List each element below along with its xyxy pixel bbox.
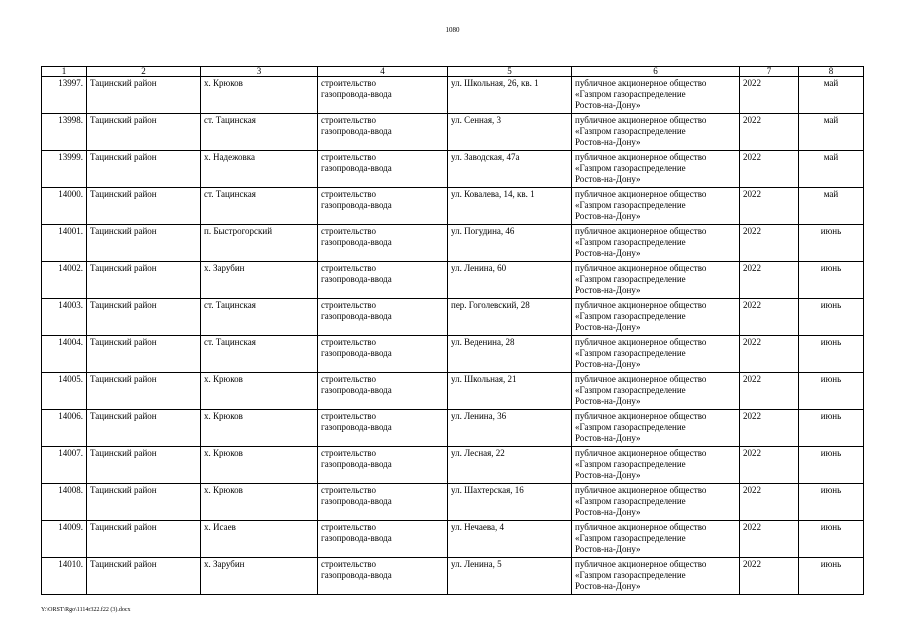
address-cell bbox=[448, 188, 572, 225]
address-cell-line: ул. Ленина, 36 bbox=[451, 411, 507, 421]
month-cell-line: июнь bbox=[820, 411, 842, 421]
address-cell bbox=[448, 299, 572, 336]
organization-cell-line: Ростов-на-Дону» bbox=[575, 174, 641, 184]
organization-cell bbox=[572, 262, 740, 299]
organization-cell bbox=[572, 447, 740, 484]
district-cell bbox=[87, 114, 201, 151]
address-cell-line: ул. Погудина, 46 bbox=[451, 226, 515, 236]
column-header: 6 bbox=[572, 67, 740, 77]
organization-cell-line: «Газпром газораспределение bbox=[575, 274, 686, 284]
address-cell-line: ул. Лесная, 22 bbox=[451, 448, 505, 458]
locality-cell-line: х. Крюков bbox=[204, 485, 243, 495]
address-cell-line: ул. Ковалева, 14, кв. 1 bbox=[451, 189, 535, 199]
row-number-cell-line: 14006. bbox=[58, 411, 83, 421]
row-number-cell-line: 13997. bbox=[58, 78, 83, 88]
work-type-cell-line: газопровода-ввода bbox=[321, 348, 392, 358]
organization-cell-line: «Газпром газораспределение bbox=[575, 385, 686, 395]
locality-cell-line: х. Крюков bbox=[204, 78, 243, 88]
row-number-cell-line: 14000. bbox=[58, 189, 83, 199]
year-cell-line: 2022 bbox=[743, 374, 761, 384]
work-type-cell bbox=[318, 188, 448, 225]
organization-cell-line: Ростов-на-Дону» bbox=[575, 470, 641, 480]
locality-cell-line: ст. Тацинская bbox=[204, 115, 256, 125]
row-number-cell bbox=[42, 262, 87, 299]
work-type-cell-line: строительство bbox=[321, 485, 376, 495]
row-number-cell bbox=[42, 558, 87, 595]
organization-cell-line: Ростов-на-Дону» bbox=[575, 285, 641, 295]
month-cell-line: июнь bbox=[820, 559, 842, 569]
organization-cell-line: публичное акционерное общество bbox=[575, 115, 707, 125]
district-cell bbox=[87, 558, 201, 595]
row-number-cell-line: 14010. bbox=[58, 559, 83, 569]
month-cell-line: май bbox=[823, 78, 839, 88]
address-cell-line: ул. Ленина, 60 bbox=[451, 263, 507, 273]
organization-cell-line: «Газпром газораспределение bbox=[575, 89, 686, 99]
organization-cell bbox=[572, 373, 740, 410]
column-header: 3 bbox=[201, 67, 318, 77]
address-cell bbox=[448, 373, 572, 410]
work-type-cell-line: строительство bbox=[321, 263, 376, 273]
address-cell bbox=[448, 558, 572, 595]
work-type-cell-line: строительство bbox=[321, 559, 376, 569]
year-cell-line: 2022 bbox=[743, 226, 761, 236]
work-type-cell-line: строительство bbox=[321, 300, 376, 310]
row-number-cell bbox=[42, 77, 87, 114]
address-cell-line: ул. Сенная, 3 bbox=[451, 115, 501, 125]
month-cell-line: июнь bbox=[820, 522, 842, 532]
row-number-cell bbox=[42, 225, 87, 262]
month-cell bbox=[799, 373, 864, 410]
table-row bbox=[42, 188, 864, 225]
organization-cell-line: публичное акционерное общество bbox=[575, 522, 707, 532]
address-cell-line: ул. Веденина, 28 bbox=[451, 337, 515, 347]
district-cell-line: Тацинский район bbox=[90, 152, 157, 162]
table-row bbox=[42, 447, 864, 484]
district-cell-line: Тацинский район bbox=[90, 189, 157, 199]
organization-cell-line: Ростов-на-Дону» bbox=[575, 433, 641, 443]
organization-cell-line: публичное акционерное общество bbox=[575, 374, 707, 384]
table-row bbox=[42, 521, 864, 558]
work-type-cell-line: строительство bbox=[321, 448, 376, 458]
year-cell bbox=[740, 373, 799, 410]
organization-cell-line: публичное акционерное общество bbox=[575, 448, 707, 458]
organization-cell-line: Ростов-на-Дону» bbox=[575, 359, 641, 369]
district-cell-line: Тацинский район bbox=[90, 226, 157, 236]
row-number-cell bbox=[42, 151, 87, 188]
registry-table bbox=[41, 66, 864, 595]
organization-cell-line: «Газпром газораспределение bbox=[575, 422, 686, 432]
locality-cell bbox=[201, 114, 318, 151]
work-type-cell bbox=[318, 447, 448, 484]
address-cell-line: пер. Гоголевский, 28 bbox=[451, 300, 530, 310]
row-number-cell-line: 14001. bbox=[58, 226, 83, 236]
work-type-cell-line: строительство bbox=[321, 226, 376, 236]
month-cell-line: май bbox=[823, 152, 839, 162]
organization-cell-line: публичное акционерное общество bbox=[575, 337, 707, 347]
locality-cell-line: х. Крюков bbox=[204, 374, 243, 384]
table-row bbox=[42, 262, 864, 299]
row-number-cell bbox=[42, 188, 87, 225]
table-row bbox=[42, 114, 864, 151]
table-row bbox=[42, 558, 864, 595]
address-cell bbox=[448, 521, 572, 558]
district-cell bbox=[87, 447, 201, 484]
month-cell-line: июнь bbox=[820, 300, 842, 310]
organization-cell-line: публичное акционерное общество bbox=[575, 189, 707, 199]
work-type-cell-line: газопровода-ввода bbox=[321, 311, 392, 321]
row-number-cell bbox=[42, 114, 87, 151]
organization-cell-line: публичное акционерное общество bbox=[575, 485, 707, 495]
address-cell bbox=[448, 225, 572, 262]
work-type-cell-line: строительство bbox=[321, 78, 376, 88]
district-cell bbox=[87, 299, 201, 336]
work-type-cell-line: строительство bbox=[321, 152, 376, 162]
work-type-cell bbox=[318, 114, 448, 151]
month-cell bbox=[799, 225, 864, 262]
district-cell-line: Тацинский район bbox=[90, 337, 157, 347]
year-cell-line: 2022 bbox=[743, 485, 761, 495]
organization-cell bbox=[572, 77, 740, 114]
district-cell bbox=[87, 225, 201, 262]
work-type-cell-line: газопровода-ввода bbox=[321, 570, 392, 580]
work-type-cell-line: газопровода-ввода bbox=[321, 89, 392, 99]
address-cell bbox=[448, 410, 572, 447]
row-number-cell-line: 14002. bbox=[58, 263, 83, 273]
organization-cell bbox=[572, 410, 740, 447]
organization-cell bbox=[572, 114, 740, 151]
locality-cell-line: х. Крюков bbox=[204, 448, 243, 458]
locality-cell bbox=[201, 410, 318, 447]
organization-cell-line: публичное акционерное общество bbox=[575, 300, 707, 310]
column-header: 2 bbox=[87, 67, 201, 77]
work-type-cell bbox=[318, 225, 448, 262]
work-type-cell-line: строительство bbox=[321, 522, 376, 532]
table-row bbox=[42, 373, 864, 410]
year-cell bbox=[740, 299, 799, 336]
district-cell bbox=[87, 521, 201, 558]
month-cell-line: июнь bbox=[820, 337, 842, 347]
locality-cell-line: ст. Тацинская bbox=[204, 189, 256, 199]
row-number-cell bbox=[42, 299, 87, 336]
district-cell-line: Тацинский район bbox=[90, 263, 157, 273]
month-cell-line: май bbox=[823, 189, 839, 199]
year-cell-line: 2022 bbox=[743, 78, 761, 88]
work-type-cell-line: газопровода-ввода bbox=[321, 422, 392, 432]
row-number-cell-line: 14003. bbox=[58, 300, 83, 310]
month-cell bbox=[799, 558, 864, 595]
organization-cell-line: «Газпром газораспределение bbox=[575, 533, 686, 543]
district-cell-line: Тацинский район bbox=[90, 411, 157, 421]
organization-cell bbox=[572, 188, 740, 225]
locality-cell bbox=[201, 484, 318, 521]
district-cell-line: Тацинский район bbox=[90, 448, 157, 458]
organization-cell-line: Ростов-на-Дону» bbox=[575, 100, 641, 110]
month-cell-line: июнь bbox=[820, 485, 842, 495]
district-cell-line: Тацинский район bbox=[90, 522, 157, 532]
address-cell bbox=[448, 447, 572, 484]
organization-cell-line: Ростов-на-Дону» bbox=[575, 544, 641, 554]
organization-cell bbox=[572, 225, 740, 262]
row-number-cell bbox=[42, 484, 87, 521]
year-cell-line: 2022 bbox=[743, 559, 761, 569]
year-cell bbox=[740, 484, 799, 521]
district-cell bbox=[87, 373, 201, 410]
work-type-cell-line: газопровода-ввода bbox=[321, 237, 392, 247]
district-cell-line: Тацинский район bbox=[90, 559, 157, 569]
work-type-cell-line: газопровода-ввода bbox=[321, 533, 392, 543]
file-path-footer: Y:\ORST\Rgo\1114r322.f22 (3).docx bbox=[41, 607, 131, 613]
organization-cell-line: публичное акционерное общество bbox=[575, 152, 707, 162]
work-type-cell bbox=[318, 151, 448, 188]
address-cell bbox=[448, 77, 572, 114]
locality-cell bbox=[201, 262, 318, 299]
organization-cell-line: «Газпром газораспределение bbox=[575, 311, 686, 321]
work-type-cell bbox=[318, 77, 448, 114]
year-cell-line: 2022 bbox=[743, 152, 761, 162]
work-type-cell bbox=[318, 373, 448, 410]
organization-cell-line: публичное акционерное общество bbox=[575, 559, 707, 569]
organization-cell-line: «Газпром газораспределение bbox=[575, 348, 686, 358]
locality-cell bbox=[201, 521, 318, 558]
month-cell-line: июнь bbox=[820, 374, 842, 384]
work-type-cell-line: газопровода-ввода bbox=[321, 496, 392, 506]
organization-cell-line: Ростов-на-Дону» bbox=[575, 211, 641, 221]
row-number-cell-line: 14009. bbox=[58, 522, 83, 532]
organization-cell-line: «Газпром газораспределение bbox=[575, 570, 686, 580]
address-cell bbox=[448, 114, 572, 151]
organization-cell-line: Ростов-на-Дону» bbox=[575, 396, 641, 406]
row-number-cell bbox=[42, 521, 87, 558]
month-cell bbox=[799, 484, 864, 521]
locality-cell bbox=[201, 151, 318, 188]
month-cell bbox=[799, 262, 864, 299]
district-cell bbox=[87, 484, 201, 521]
year-cell bbox=[740, 262, 799, 299]
locality-cell-line: ст. Тацинская bbox=[204, 337, 256, 347]
district-cell bbox=[87, 77, 201, 114]
address-cell bbox=[448, 151, 572, 188]
organization-cell-line: Ростов-на-Дону» bbox=[575, 507, 641, 517]
row-number-cell-line: 13998. bbox=[58, 115, 83, 125]
row-number-cell-line: 14007. bbox=[58, 448, 83, 458]
table-row bbox=[42, 410, 864, 447]
year-cell-line: 2022 bbox=[743, 189, 761, 199]
month-cell-line: май bbox=[823, 115, 839, 125]
row-number-cell bbox=[42, 447, 87, 484]
locality-cell bbox=[201, 373, 318, 410]
work-type-cell bbox=[318, 262, 448, 299]
district-cell bbox=[87, 336, 201, 373]
address-cell-line: ул. Шахтерская, 16 bbox=[451, 485, 524, 495]
month-cell bbox=[799, 336, 864, 373]
column-number-row bbox=[42, 67, 864, 77]
table-row bbox=[42, 151, 864, 188]
organization-cell-line: «Газпром газораспределение bbox=[575, 163, 686, 173]
table-row bbox=[42, 225, 864, 262]
work-type-cell-line: строительство bbox=[321, 337, 376, 347]
work-type-cell bbox=[318, 558, 448, 595]
locality-cell-line: х. Надежовка bbox=[204, 152, 256, 162]
month-cell-line: июнь bbox=[820, 448, 842, 458]
address-cell bbox=[448, 262, 572, 299]
year-cell bbox=[740, 558, 799, 595]
table-row bbox=[42, 484, 864, 521]
year-cell bbox=[740, 521, 799, 558]
organization-cell-line: публичное акционерное общество bbox=[575, 78, 707, 88]
organization-cell bbox=[572, 151, 740, 188]
district-cell-line: Тацинский район bbox=[90, 78, 157, 88]
organization-cell-line: публичное акционерное общество bbox=[575, 411, 707, 421]
district-cell-line: Тацинский район bbox=[90, 115, 157, 125]
organization-cell-line: Ростов-на-Дону» bbox=[575, 322, 641, 332]
row-number-cell bbox=[42, 410, 87, 447]
organization-cell bbox=[572, 558, 740, 595]
work-type-cell-line: газопровода-ввода bbox=[321, 200, 392, 210]
row-number-cell bbox=[42, 336, 87, 373]
column-header: 8 bbox=[799, 67, 864, 77]
organization-cell-line: «Газпром газораспределение bbox=[575, 237, 686, 247]
work-type-cell bbox=[318, 521, 448, 558]
work-type-cell-line: газопровода-ввода bbox=[321, 274, 392, 284]
year-cell-line: 2022 bbox=[743, 522, 761, 532]
address-cell-line: ул. Школьная, 26, кв. 1 bbox=[451, 78, 539, 88]
page-number: 1080 bbox=[445, 26, 460, 34]
column-header: 4 bbox=[318, 67, 448, 77]
year-cell-line: 2022 bbox=[743, 263, 761, 273]
month-cell bbox=[799, 114, 864, 151]
locality-cell bbox=[201, 336, 318, 373]
year-cell-line: 2022 bbox=[743, 411, 761, 421]
district-cell-line: Тацинский район bbox=[90, 374, 157, 384]
work-type-cell bbox=[318, 484, 448, 521]
address-cell bbox=[448, 484, 572, 521]
work-type-cell-line: строительство bbox=[321, 115, 376, 125]
work-type-cell-line: газопровода-ввода bbox=[321, 126, 392, 136]
organization-cell-line: Ростов-на-Дону» bbox=[575, 137, 641, 147]
month-cell bbox=[799, 299, 864, 336]
year-cell bbox=[740, 188, 799, 225]
month-cell bbox=[799, 410, 864, 447]
locality-cell-line: х. Зарубин bbox=[204, 559, 245, 569]
work-type-cell-line: строительство bbox=[321, 411, 376, 421]
organization-cell-line: «Газпром газораспределение bbox=[575, 200, 686, 210]
row-number-cell-line: 14005. bbox=[58, 374, 83, 384]
year-cell bbox=[740, 336, 799, 373]
organization-cell-line: публичное акционерное общество bbox=[575, 226, 707, 236]
district-cell bbox=[87, 410, 201, 447]
year-cell bbox=[740, 410, 799, 447]
month-cell bbox=[799, 447, 864, 484]
organization-cell-line: «Газпром газораспределение bbox=[575, 459, 686, 469]
organization-cell-line: «Газпром газораспределение bbox=[575, 126, 686, 136]
row-number-cell-line: 13999. bbox=[58, 152, 83, 162]
work-type-cell bbox=[318, 336, 448, 373]
address-cell-line: ул. Заводская, 47а bbox=[451, 152, 520, 162]
row-number-cell-line: 14008. bbox=[58, 485, 83, 495]
year-cell bbox=[740, 114, 799, 151]
organization-cell-line: «Газпром газораспределение bbox=[575, 496, 686, 506]
locality-cell bbox=[201, 188, 318, 225]
locality-cell-line: п. Быстрогорский bbox=[204, 226, 273, 236]
address-cell-line: ул. Ленина, 5 bbox=[451, 559, 502, 569]
locality-cell bbox=[201, 558, 318, 595]
work-type-cell-line: газопровода-ввода bbox=[321, 385, 392, 395]
organization-cell bbox=[572, 521, 740, 558]
district-cell bbox=[87, 188, 201, 225]
locality-cell-line: х. Исаев bbox=[204, 522, 236, 532]
year-cell bbox=[740, 77, 799, 114]
year-cell-line: 2022 bbox=[743, 300, 761, 310]
organization-cell bbox=[572, 336, 740, 373]
locality-cell-line: х. Зарубин bbox=[204, 263, 245, 273]
year-cell bbox=[740, 447, 799, 484]
month-cell-line: июнь bbox=[820, 263, 842, 273]
table-row bbox=[42, 299, 864, 336]
locality-cell bbox=[201, 299, 318, 336]
year-cell-line: 2022 bbox=[743, 115, 761, 125]
year-cell-line: 2022 bbox=[743, 448, 761, 458]
organization-cell-line: Ростов-на-Дону» bbox=[575, 248, 641, 258]
address-cell-line: ул. Нечаева, 4 bbox=[451, 522, 505, 532]
organization-cell-line: публичное акционерное общество bbox=[575, 263, 707, 273]
column-header: 5 bbox=[448, 67, 572, 77]
district-cell bbox=[87, 262, 201, 299]
organization-cell bbox=[572, 299, 740, 336]
month-cell bbox=[799, 521, 864, 558]
district-cell-line: Тацинский район bbox=[90, 300, 157, 310]
table-row bbox=[42, 336, 864, 373]
work-type-cell bbox=[318, 410, 448, 447]
locality-cell bbox=[201, 447, 318, 484]
work-type-cell-line: строительство bbox=[321, 374, 376, 384]
district-cell bbox=[87, 151, 201, 188]
column-header: 7 bbox=[740, 67, 799, 77]
district-cell-line: Тацинский район bbox=[90, 485, 157, 495]
column-header: 1 bbox=[42, 67, 87, 77]
organization-cell bbox=[572, 484, 740, 521]
work-type-cell-line: газопровода-ввода bbox=[321, 459, 392, 469]
work-type-cell-line: газопровода-ввода bbox=[321, 163, 392, 173]
table-row bbox=[42, 77, 864, 114]
year-cell bbox=[740, 225, 799, 262]
address-cell-line: ул. Школьная, 21 bbox=[451, 374, 517, 384]
work-type-cell-line: строительство bbox=[321, 189, 376, 199]
address-cell bbox=[448, 336, 572, 373]
locality-cell-line: ст. Тацинская bbox=[204, 300, 256, 310]
work-type-cell bbox=[318, 299, 448, 336]
month-cell bbox=[799, 151, 864, 188]
organization-cell-line: Ростов-на-Дону» bbox=[575, 581, 641, 591]
month-cell-line: июнь bbox=[820, 226, 842, 236]
year-cell-line: 2022 bbox=[743, 337, 761, 347]
row-number-cell bbox=[42, 373, 87, 410]
month-cell bbox=[799, 188, 864, 225]
locality-cell-line: х. Крюков bbox=[204, 411, 243, 421]
row-number-cell-line: 14004. bbox=[58, 337, 83, 347]
year-cell bbox=[740, 151, 799, 188]
locality-cell bbox=[201, 225, 318, 262]
locality-cell bbox=[201, 77, 318, 114]
month-cell bbox=[799, 77, 864, 114]
